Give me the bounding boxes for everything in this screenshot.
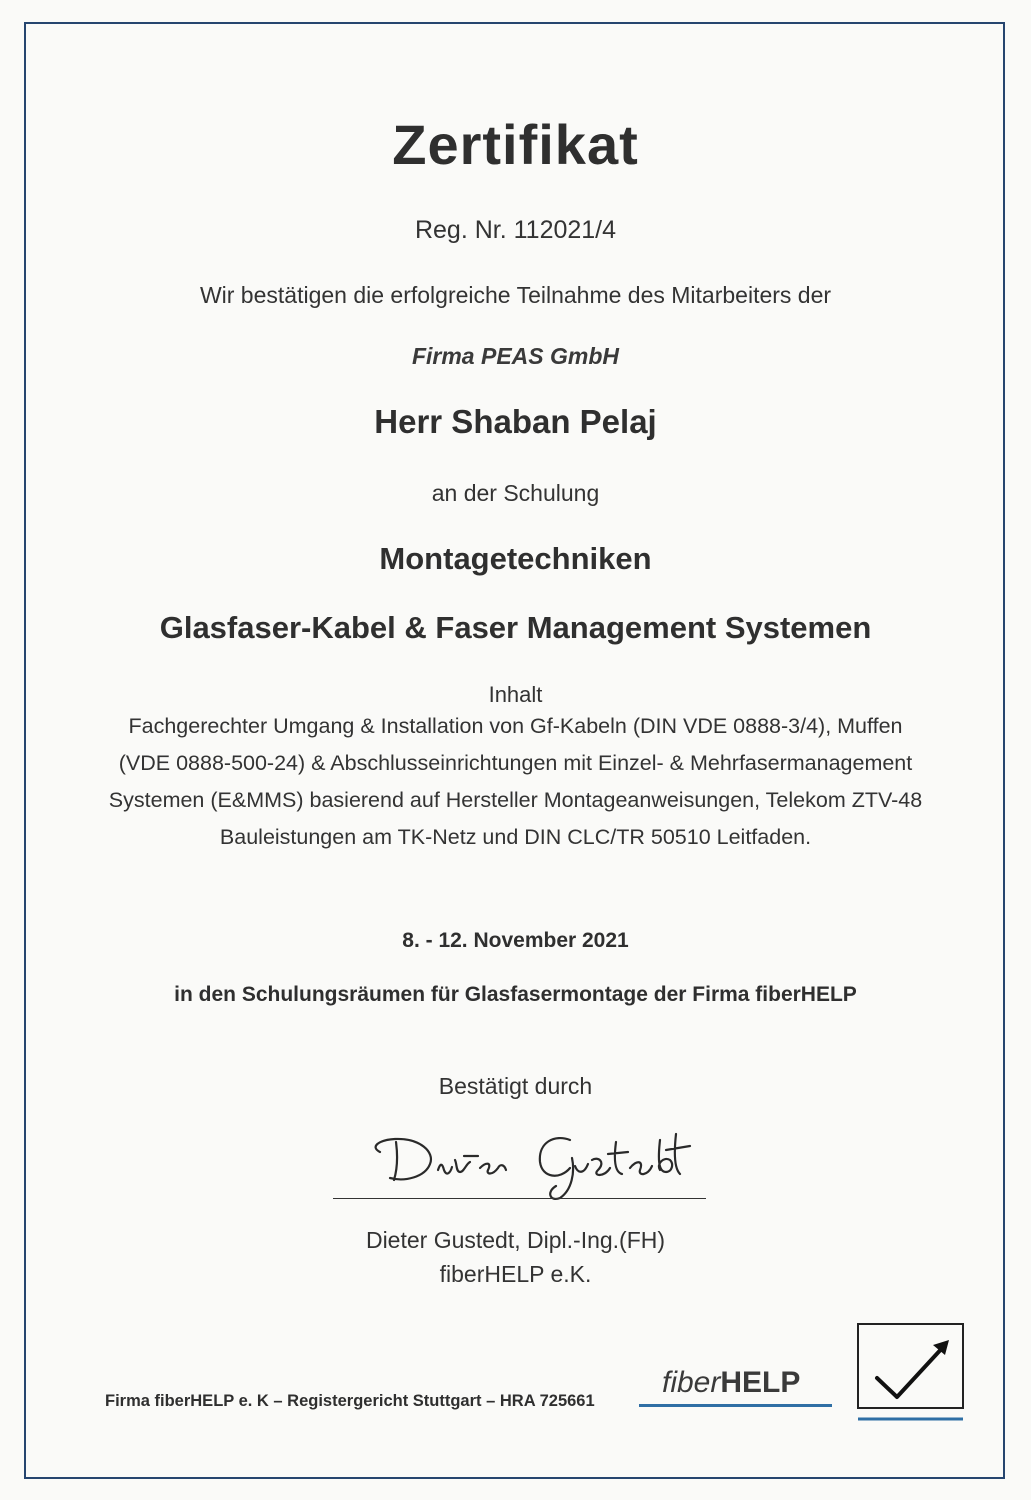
participant-company: Firma PEAS GmbH bbox=[411, 343, 620, 369]
logo-part-help: HELP bbox=[720, 1366, 801, 1399]
certificate-title: Zertifikat bbox=[392, 113, 639, 176]
content-line: Systemen (E&MMS) basierend auf Hersteller Montageanweisungen, Telekom ZTV-48 bbox=[108, 788, 923, 812]
participant-name: Herr Shaban Pelaj bbox=[374, 403, 657, 440]
confirmed-by-label: Bestätigt durch bbox=[438, 1073, 593, 1099]
fiberhelp-logo bbox=[662, 1366, 800, 1400]
course-content bbox=[60, 708, 971, 856]
signer-company: fiberHELP e.K. bbox=[439, 1261, 592, 1287]
checkmark-logo-icon bbox=[857, 1323, 964, 1430]
logo-part-fiber: fiber bbox=[662, 1366, 721, 1399]
content-line: (VDE 0888-500-24) & Abschlusseinrichtungen mit Einzel- & Mehrfasermanagement bbox=[118, 751, 913, 775]
course-dates: 8. - 12. November 2021 bbox=[402, 929, 629, 952]
course-title: Montagetechniken bbox=[379, 541, 652, 576]
handwritten-signature bbox=[360, 1112, 710, 1202]
register-info: Firma fiberHELP e. K – Registergericht Stuttgart – HRA 725661 bbox=[105, 1392, 595, 1410]
course-intro: an der Schulung bbox=[431, 480, 600, 506]
signer-name: Dieter Gustedt, Dipl.-Ing.(FH) bbox=[365, 1227, 666, 1253]
logo-underline bbox=[639, 1404, 832, 1407]
content-line: Bauleistungen am TK-Netz und DIN CLC/TR 50510 Leitfaden. bbox=[219, 825, 812, 849]
course-subtitle: Glasfaser-Kabel & Faser Management Systemen bbox=[159, 610, 872, 645]
registration-number: Reg. Nr. 112021/4 bbox=[414, 216, 617, 244]
content-line: Fachgerechter Umgang & Installation von Gf-Kabeln (DIN VDE 0888-3/4), Muffen bbox=[128, 714, 903, 738]
content-label: Inhalt bbox=[488, 682, 543, 707]
course-location: in den Schulungsräumen für Glasfasermontage der Firma fiberHELP bbox=[174, 983, 857, 1006]
confirmation-text: Wir bestätigen die erfolgreiche Teilnahme des Mitarbeiters der bbox=[199, 282, 832, 308]
signature-line bbox=[333, 1198, 706, 1199]
